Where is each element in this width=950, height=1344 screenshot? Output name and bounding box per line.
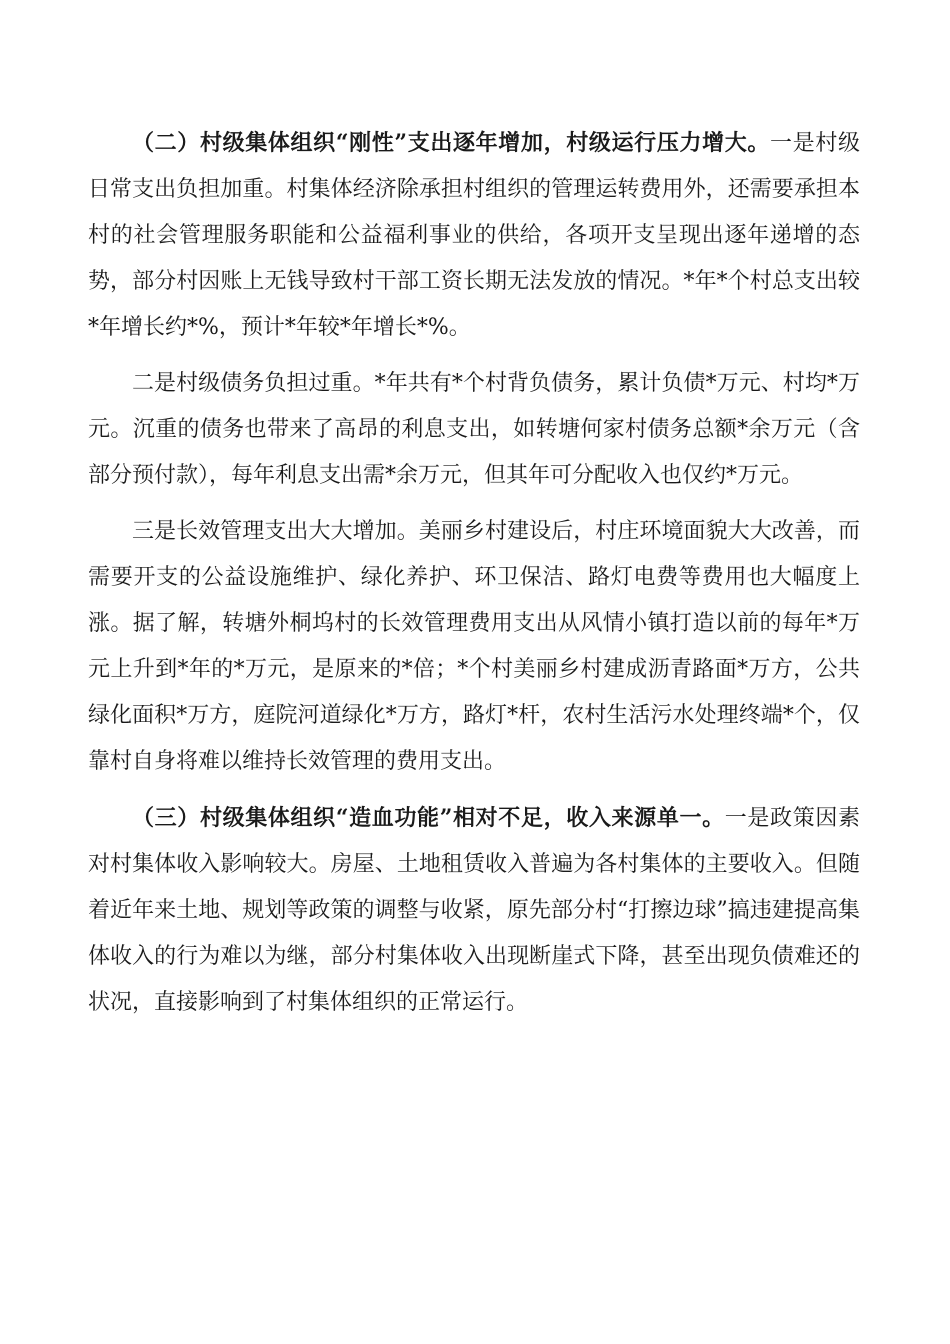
section-heading-2: （二）村级集体组织“刚性”支出逐年增加，村级运行压力增大。 bbox=[132, 130, 771, 156]
paragraph-income-sources bbox=[88, 795, 860, 1026]
section-heading-3: （三）村级集体组织“造血功能”相对不足，收入来源单一。 bbox=[132, 805, 725, 831]
paragraph-body: 一是村级日常支出负担加重。村集体经济除承担村组织的管理运转费用外，还需要承担本村的社会管理服务职能和公益福利事业的供给，各项开支呈现出逐年递增的态势，部分村因账上无钱导致村干部工资长期无法发放的情况。*年*个村总支出较*年增长约*%，预计*年较*年增长*%。 bbox=[88, 131, 860, 340]
document-page bbox=[88, 120, 860, 1036]
paragraph-body: 二是村级债务负担过重。*年共有*个村背负债务，累计负债*万元、村均*万元。沉重的债务也带来了高昂的利息支出，如转塘何家村债务总额*余万元（含部分预付款），每年利息支出需*余万元，但其年可分配收入也仅约*万元。 bbox=[88, 371, 860, 488]
paragraph-maintenance-costs bbox=[88, 509, 860, 785]
paragraph-body: 三是长效管理支出大大增加。美丽乡村建设后，村庄环境面貌大大改善，而需要开支的公益设施维护、绿化养护、环卫保洁、路灯电费等费用也大幅度上涨。据了解，转塘外桐坞村的长效管理费用支出从风情小镇打造以前的每年*万元上升到*年的*万元，是原来的*倍；*个村美丽乡村建成沥青路面*万方，公共绿化面积*万方，庭院河道绿化*万方，路灯*杆，农村生活污水处理终端*个，仅靠村自身将难以维持长效管理的费用支出。 bbox=[88, 519, 860, 774]
paragraph-expenditure-rise bbox=[88, 120, 860, 351]
paragraph-body: 一是政策因素对村集体收入影响较大。房屋、土地租赁收入普遍为各村集体的主要收入。但随着近年来土地、规划等政策的调整与收紧，原先部分村“打擦边球”搞违建提高集体收入的行为难以为继，部分村集体收入出现断崖式下降，甚至出现负债难还的状况，直接影响到了村集体组织的正常运行。 bbox=[88, 806, 860, 1015]
paragraph-debt-burden bbox=[88, 361, 860, 499]
